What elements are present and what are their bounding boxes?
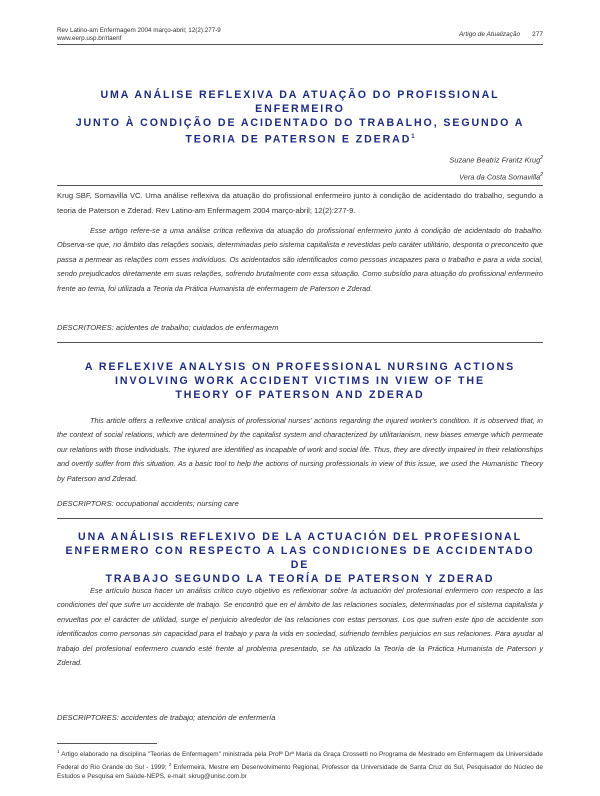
author-list [449,151,543,185]
author: Vera da Costa Somavilla$^2$ [459,171,543,182]
citation: Krug SBF, Somavilla VC. Uma análise reflexiva da atuação do profissional enfermeiro junto à condição de acidentado do trabalho, segundo a teoria de Paterson e Zderad. Rev Latino-am Enfermagem 2004 março-abril; 12(2):277-9. [57,191,543,215]
header-divider [57,44,543,45]
abstract-english: This article offers a reflexive critical analysis of professional nurses' actions regarding the injured worker's condition. It is observed that, in the context of social relations, which are determined by the capitalist system and characterized by utilitarianism, new biases emerge which permeate our relations with those individuals. The injured are identified as incapable of work and social life. Thus, they are directly impaired in their relationships and overtly suffer from this situation. As a basic tool to help the actions of nursing professionals in view of this issue, we used the Humanistic Theory by Paterson and Zderad. [57,416,543,483]
title-line: A REFLEXIVE ANALYSIS ON PROFESSIONAL NURSING ACTIONS [84,361,516,373]
section-label: Artigo de Atualização [458,31,521,38]
page-number: 277 [532,31,543,38]
title-line: TEORIA DE PATERSON E ZDERAD$^1$ [185,133,415,146]
title-english [57,360,543,402]
journal-citation: Rev Latino-am Enfermagem 2004 março-abril; 12(2):277-9 [57,27,221,34]
abstract-spanish: Ese artículo busca hacer un análisis crítico cuyo objetivo es reflexionar sobre la actuación del profesional enfermero con respecto a las condiciones del que sufre un accidente de trabajo. Se encontró que en el ámbito de las relaciones sociales, determinadas por el sistema capitalista y envueltas por el carácter de utilidad, surge el perjuicio alrededor de las relaciones con estas personas. Los que sufren este tipo de accidente son identificados como personas sin capacidad para el trabajo y para la vida en sociedad, sufriendo terribles perjuicios en sus relaciones. Para ayudar al trabajo del profesional enfermero cuando esté frente al problema presentado, se ha utilizado la Teoría de la Práctica Humanista de Paterson y Zderad. [57,586,543,668]
title-line: ENFERMERO CON RESPECTO A LAS CONDICIONES DE ACCIDENTADO DE [65,545,535,571]
divider [57,518,543,519]
title-line: UNA ANÁLISIS REFLEXIVO DE LA ACTUACIÓN DEL PROFESIONAL [78,531,522,543]
header-right [459,31,543,38]
footnote-divider [57,743,157,744]
divider [57,185,543,186]
title-line: TRABAJO SEGUNDO LA TEORÍA DE PATERSON Y ZDERAD [105,573,495,585]
running-header [57,27,221,43]
divider [57,342,543,343]
title-line: INVOLVING WORK ACCIDENT VICTIMS IN VIEW OF THE [115,375,485,387]
footnote-marker: 1 [411,134,415,140]
title-line: UMA ANÁLISE REFLEXIVA DA ATUAÇÃO DO PROFISSIONAL ENFERMEIRO [100,89,500,115]
journal-url[interactable]: www.eerp.usp.br/rlaenf [57,35,122,42]
author: Suzane Beatriz Frantz Krug$^2$ [449,155,543,165]
descriptors-english: DESCRIPTORS: occupational accidents; nursing care [57,499,239,508]
title-line: JUNTO À CONDIÇÃO DE ACIDENTADO DO TRABALHO, SEGUNDO A [75,117,525,129]
descriptors-spanish: DESCRIPTORES: accidentes de trabajo; atención de enfermería [57,713,276,722]
title-portuguese [57,88,543,147]
title-line: THEORY OF PATERSON AND ZDERAD [175,389,425,401]
title-spanish [57,530,543,586]
abstract-portuguese: Esse artigo refere-se a uma análise crítica reflexiva da atuação do profissional enfermeiro junto à condição de acidentado do trabalho. Observa-se que, no âmbito das relações sociais, determinadas pelo sistema capitalista e revestidas pelo caráter utilitário, desponta o preconceito que passa a permear as relações com esses indivíduos. Os acidentados são identificados como pessoas incapazes para o trabalho e para a vida social, sendo prejudicados diretamente em suas relações, sofrendo brutalmente com essa situação. Como subsídio para atuação do profissional enfermeiro frente ao tema, foi utilizada a Teoria da Prática Humanista de enfermagem de Paterson e Zderad. [57,226,543,293]
footnote: $^1$ Artigo elaborado na disciplina "Teorias de Enfermagem" ministrada pela Profª Drª Maria da Graça Crossetti no Programa de Mestrado em Enfermagem da Universidade Federal do Rio Grande do Sul - 1999; $^2$ Enfermeira, Mestre em Desenvolvimento Regional, Professor da Universidade de Santa Cruz do Sul, Pesquisador do Núcleo de Estudos e Pesquisa em Saúde-NEPS, e-mail: skrug@unisc.com.br [57,749,543,781]
descriptors-portuguese: DESCRITORES: acidentes de trabalho; cuidados de enfermagem [57,323,279,332]
